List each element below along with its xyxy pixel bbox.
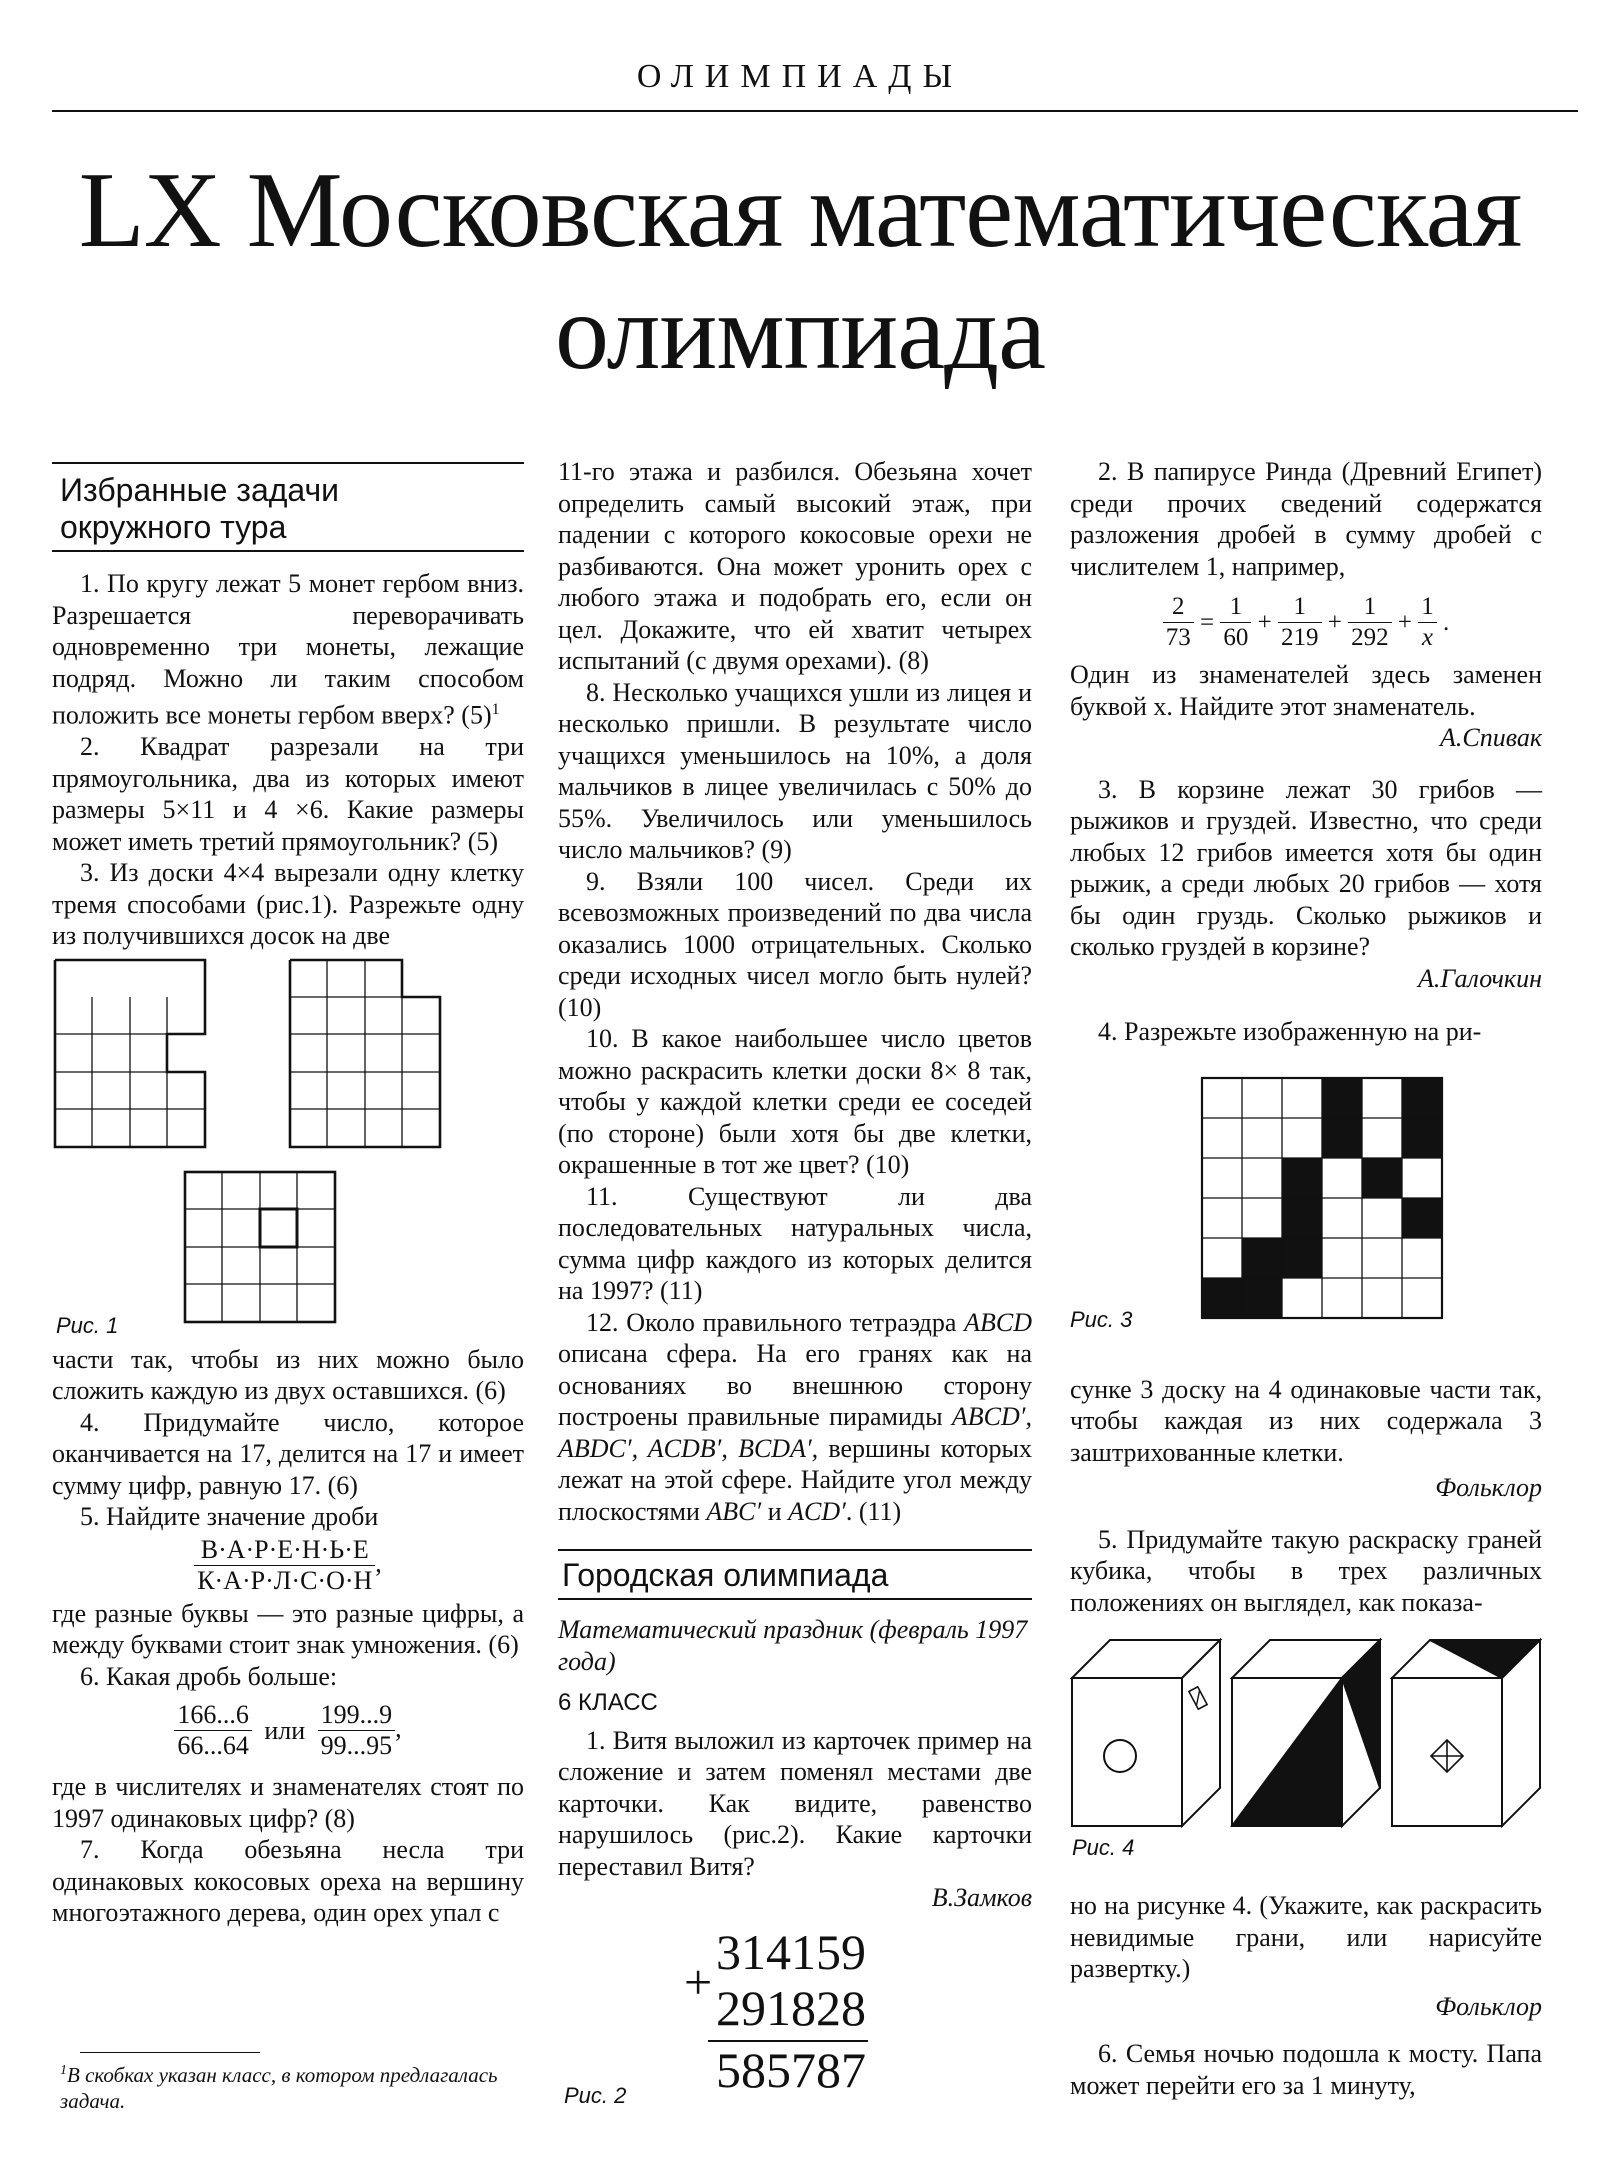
figure-4-caption: Рис. 4 (1072, 1835, 1135, 1860)
footnote-ref: 1 (491, 701, 500, 718)
question-5-continued: но на рисунке 4. (Укажите, как раскрасить невидимые грани, или нарисуйте развертку.) (1070, 1891, 1542, 1983)
cube-3 (1392, 1640, 1540, 1826)
problem-12-text-c: описана сфера. На его гранях как на основаниях во внешнюю сторону построены правильные пирамиды (558, 1339, 1032, 1431)
title-line-2: олимпиада (554, 273, 1046, 392)
footnote-text: В скобках указан класс, в котором предлагалась задача. (60, 2063, 498, 2113)
problem-3-continued: части так, чтобы из них можно было сложить каждую из двух оставшихся. (6) (52, 1344, 524, 1406)
addend-2: 291828 (716, 1979, 866, 2036)
problem-1 (52, 568, 524, 731)
column-2 (558, 456, 1032, 2128)
problem-4: 4. Придумайте число, которое оканчивается на 17, делится на 17 и имеет сумму цифр, равную 17. (6) (52, 1407, 524, 1500)
problem-9: 9. Взяли 100 чисел. Среди их всевозможных произведений по два числа оказались 1000 отрицательных. Сколько среди исходных чисел могло быть нулей? (10) (558, 866, 1032, 1022)
fraction-2-numerator: 199...9 (318, 1700, 396, 1731)
eq-term-3 (1348, 592, 1392, 653)
problem-6-continued: где в числителях и знаменателях стоят по 1997 одинаковых цифр? (8) (52, 1772, 524, 1833)
plus-sign: + (684, 1953, 713, 2010)
egyptian-equation: $\frac{2}{73}$ = $\frac{1}{60}$ + $\frac{1}{219}$ + $\frac{1}{292}$ + $\frac{1}{x}$ . (1070, 592, 1542, 653)
problem-6: 6. Какая дробь больше: (80, 1661, 338, 1691)
figure-1-boards (52, 952, 524, 1344)
question-4-continued: сунке 3 доску на 4 одинаковые части так, чтобы каждая из них содержала 3 заштрихованные клетки. (1070, 1374, 1542, 1467)
problem-7: 7. Когда обезьяна несла три одинаковых кокосовых ореха на вершину многоэтажного дерева, один орех упал с (52, 1835, 524, 1928)
problem-12-and: и (767, 1496, 782, 1526)
figure-3-board (1070, 1068, 1542, 1338)
problem-12-plane-2: ACD′ (788, 1496, 846, 1526)
question-2: 2. В папирусе Ринда (Древний Египет) среди прочих сведений содержатся разложения дробей в сумму дробей с числителем 1, например, (1070, 457, 1542, 581)
eq-term-2-num: 1 (1278, 592, 1322, 623)
section-heading-city: Городская олимпиада (558, 1549, 1032, 1600)
fraction-2 (318, 1700, 396, 1761)
figure-1-caption: Рис. 1 (56, 1312, 119, 1338)
eq-lhs-num: 2 (1163, 592, 1194, 623)
section-heading-line-1: Избранные задачи (60, 472, 340, 508)
or-word: или (264, 1715, 306, 1745)
problem-3: 3. Из доски 4×4 вырезали одну клетку тремя способами (рис.1). Разрежьте одну из получившихся досок на две (52, 858, 524, 951)
footnote-marker: 1 (60, 2063, 67, 2078)
question-4: 4. Разрежьте изображенную на ри- (1098, 1017, 1482, 1046)
problem-12-plane-1: ABC′ (706, 1496, 762, 1526)
subtitle: Математический праздник (февраль 1997 года) (558, 1615, 1028, 1676)
problem-10: 10. В какое наибольшее число цветов можно раскрасить клетки доски 8× 8 так, чтобы у каждой клетки среди ее соседей (по стороне) были хотя бы две клетки, окрашенные в тот же цвет? (10) (558, 1024, 1032, 1179)
problem-12-pyramids: ABCD′, ABDC′, ACDB′, BCDA′, (558, 1402, 1032, 1463)
problem-6-fractions: $\frac{166...6}{66...64}$ или $\frac{199...9}{99...95}$ , (52, 1700, 524, 1761)
problem-12 (558, 1307, 1032, 1528)
problem-12-end: . (11) (845, 1496, 902, 1526)
eq-term-3-den: 292 (1351, 624, 1389, 651)
eq-term-2 (1278, 592, 1322, 653)
board-b (290, 960, 440, 1147)
addend-1: 314159 (716, 1923, 866, 1980)
article-title (60, 150, 1540, 394)
figure-3-caption: Рис. 3 (1070, 1306, 1133, 1332)
eq-term-4 (1418, 592, 1437, 653)
eq-lhs (1163, 592, 1194, 653)
eq-term-4-num: 1 (1418, 592, 1437, 623)
footnote-rule (80, 2052, 260, 2053)
problem-5-fraction: В·А·Р·Е·Н·Ь·Е К·А·Р·Л·С·О·Н , (52, 1535, 524, 1596)
question-1-author: В.Замков (931, 1883, 1032, 1912)
figure-2-caption: Рис. 2 (564, 2082, 627, 2108)
fraction-denominator: К·А·Р·Л·С·О·Н (197, 1565, 373, 1595)
question-3: 3. В корзине лежат 30 грибов — рыжиков и груздей. Известно, что среди любых 12 грибов имеется хотя бы один рыжик, а среди любых 20 грибов — хотя бы один груздь. Сколько рыжиков и сколько груздей в корзине? (1070, 774, 1542, 961)
eq-term-4-den: x (1421, 624, 1434, 651)
question-5: 5. Придумайте такую раскраску граней кубика, чтобы в трех различных положениях он выглядел, как показа- (1070, 1524, 1542, 1617)
question-3-author: А.Галочкин (1418, 963, 1542, 993)
cube-1 (1072, 1640, 1220, 1826)
problem-7-continued: 11-го этажа и разбился. Обезьяна хочет определить самый высокий этаж, при падении с которого кокосовые орехи не разбиваются. Она может уронить орех с любого этажа и подобрать его, если он цел. Докажите, что ей хватит четырех испытаний (с двумя орехами). (8) (558, 457, 1032, 675)
column-3 (1070, 456, 1542, 2101)
column-1 (52, 462, 524, 1929)
title-line-1: LX Московская математическая (78, 151, 1522, 270)
letters-fraction (194, 1535, 375, 1596)
sum: 585787 (716, 2041, 866, 2098)
problem-5-continued: где разные буквы — это разные цифры, а между буквами стоит знак умножения. (6) (52, 1598, 524, 1660)
eq-lhs-den: 73 (1165, 624, 1191, 651)
problem-8: 8. Несколько учащихся ушли из лицея и несколько пришли. В результате число учащихся уменьшилось на 10%, а доля мальчиков в лицее увеличилась с 50% до 55%. Увеличилось или уменьшилось число мальчиков? (9) (558, 677, 1032, 864)
question-1: 1. Витя выложил из карточек пример на сложение и затем поменял местами две карточки. Как видите, равенство нарушилось (рис.2). Какие карточки переставил Витя? (558, 1725, 1032, 1881)
figure-2 (558, 1918, 1032, 2128)
cube-2 (1232, 1640, 1380, 1826)
figure-1 (52, 952, 524, 1344)
figure-4-cubes (1070, 1636, 1542, 1832)
class-label: 6 КЛАСС (558, 1689, 658, 1716)
problem-11: 11. Существуют ли два последовательных натуральных числа, сумма цифр каждого из которых делится на 1997? (11) (558, 1181, 1032, 1305)
problem-12-text-e: вершины которых лежат на этой сфере. Найдите угол между плоскостями (558, 1433, 1032, 1526)
fraction-2-denominator: 99...95 (320, 1731, 393, 1761)
eq-term-2-den: 219 (1281, 624, 1319, 651)
question-2-author: А.Спивак (1440, 723, 1542, 752)
board-c (185, 1172, 335, 1322)
problem-1-text: 1. По кругу лежат 5 монет гербом вниз. Разрешается переворачивать одновременно три монеты, лежащие подряд. Можно ли таким способом положить все монеты гербом вверх? (5) (52, 569, 524, 730)
section-heading-line-2: окружного тура (60, 509, 287, 545)
footnote (60, 2058, 520, 2114)
problem-5: 5. Найдите значение дроби (80, 1502, 379, 1532)
eq-term-1 (1220, 592, 1251, 653)
eq-term-1-den: 60 (1223, 624, 1249, 651)
eq-term-1-num: 1 (1220, 592, 1251, 623)
question-6: 6. Семья ночью подошла к мосту. Папа может перейти его за 1 минуту, (1070, 2039, 1542, 2100)
problem-2: 2. Квадрат разрезали на три прямоугольника, два из которых имеют размеры 5×11 и 4 ×6. Какие размеры может иметь третий прямоугольник? (5) (52, 732, 524, 856)
problem-12-tetra: ABCD (964, 1307, 1032, 1337)
question-5-author: Фольклор (1435, 1991, 1542, 2021)
question-4-author: Фольклор (1435, 1473, 1542, 1502)
question-2-continued: Один из знаменателей здесь заменен буквой x. Найдите этот знаменатель. (1070, 660, 1542, 721)
fraction-1 (174, 1700, 252, 1761)
problem-12-text-a: 12. Около правильного тетраэдра (586, 1307, 957, 1337)
board-a (55, 960, 205, 1147)
section-heading-district (52, 462, 524, 552)
eq-term-3-num: 1 (1348, 592, 1392, 623)
fraction-numerator: В·А·Р·Е·Н·Ь·Е (194, 1535, 375, 1566)
figure-3 (1070, 1068, 1542, 1354)
fraction-1-denominator: 66...64 (177, 1731, 249, 1761)
section-label: ОЛИМПИАДЫ (636, 58, 964, 95)
fraction-1-numerator: 166...6 (174, 1700, 252, 1731)
top-rule (52, 110, 1578, 112)
figure-4 (1070, 1636, 1542, 1858)
